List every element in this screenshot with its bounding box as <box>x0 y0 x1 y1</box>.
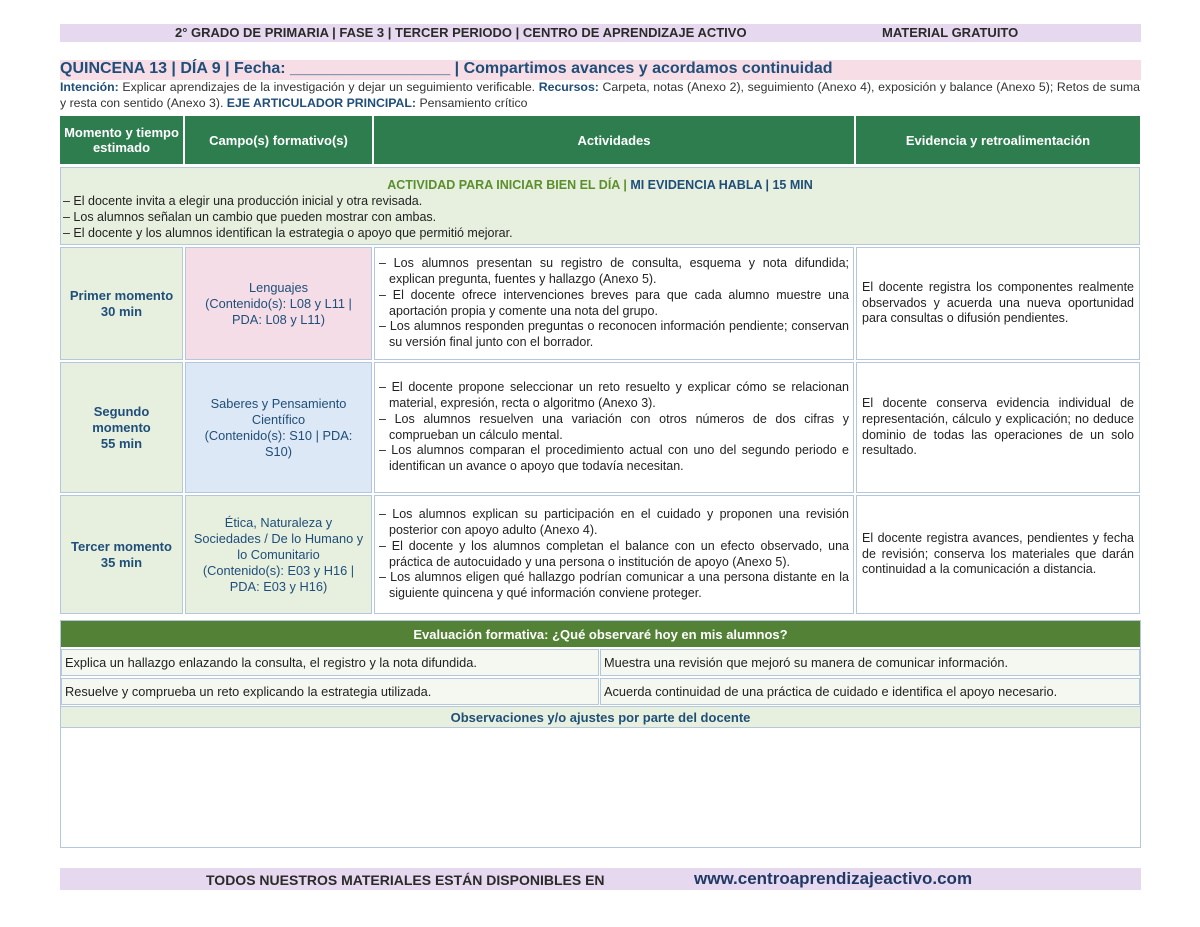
page-title: QUINCENA 13 | DÍA 9 | Fecha: __________________ | Compartimos avances y acordamos continuidad <box>60 60 833 77</box>
evidence-text: El docente conserva evidencia individual de representación, cálculo y explicación; no deduce dominio de todas las operaciones de un solo resultado. <box>862 396 1134 458</box>
free-material-label: MATERIAL GRATUITO <box>882 25 1019 40</box>
activity-item: – Los alumnos presentan su registro de consulta, esquema y nota difundida; explican pregunta, fuentes y hallazgo (Anexo 5). <box>379 256 849 287</box>
evaluation-item: Resuelve y comprueba un reto explicando la estrategia utilizada. <box>61 678 599 705</box>
moment-cell-1: Primer momento 30 min <box>60 247 183 360</box>
start-activity-line: – Los alumnos señalan un cambio que pueden mostrar con ambas. <box>63 210 437 224</box>
activities-cell-1 <box>374 247 854 360</box>
evidence-text: El docente registra avances, pendientes y fecha de revisión; conserva los materiales que darán continuidad a la comunicación a distancia. <box>862 530 1134 577</box>
evidence-cell-1 <box>856 247 1140 360</box>
intention-paragraph <box>60 80 1140 111</box>
axis-label: EJE ARTICULADOR PRINCIPAL: <box>226 95 417 110</box>
activity-item: – Los alumnos comparan el procedimiento actual con uno del segundo periodo e identifican un avance o apoyo que todavía necesitan. <box>379 443 849 473</box>
activity-item: – Los alumnos eligen qué hallazgo podrían comunicar a una persona distante en la siguiente quincena y qué información conviene proteger. <box>379 570 849 600</box>
header-field: Campo(s) formativo(s) <box>185 116 372 164</box>
start-activity-title-blue: MI EVIDENCIA HABLA | 15 MIN <box>626 178 813 192</box>
intention-text: Explicar aprendizajes de la investigación y dejar un seguimiento verificable. <box>118 80 539 94</box>
evaluation-item: Acuerda continuidad de una práctica de cuidado e identifica el apoyo necesario. <box>600 678 1140 705</box>
resources-label: Recursos: <box>538 80 599 94</box>
observations-area[interactable] <box>61 728 1140 847</box>
top-banner <box>60 24 1141 42</box>
footer-banner <box>60 868 1141 890</box>
header-moment: Momento y tiempo estimado <box>60 116 183 164</box>
footer-text: TODOS NUESTROS MATERIALES ESTÁN DISPONIBLES EN <box>206 872 605 888</box>
start-activity-title <box>61 177 1139 193</box>
activities-cell-2 <box>374 362 854 493</box>
header-activities: Actividades <box>374 116 854 164</box>
activity-item: – El docente ofrece intervenciones breves para que cada alumno muestre una aportación propia y comente una nota del grupo. <box>379 287 849 318</box>
start-activity-title-green: ACTIVIDAD PARA INICIAR BIEN EL DÍA | <box>387 178 627 192</box>
field-cell-1: Lenguajes (Contenido(s): L08 y L11 | PDA: L08 y L11) <box>185 247 372 360</box>
intention-label: Intención: <box>60 80 119 94</box>
evaluation-item: Explica un hallazgo enlazando la consulta, el registro y la nota difundida. <box>61 649 599 676</box>
field-cell-3: Ética, Naturaleza y Sociedades / De lo Humano y lo Comunitario (Contenido(s): E03 y H16 | PDA: E03 y H16) <box>185 495 372 614</box>
evidence-text: El docente registra los componentes realmente observados y acuerda una nueva oportunidad para consultas o difusión pendientes. <box>862 279 1134 326</box>
start-activity-line: – El docente y los alumnos identifican la estrategia o apoyo que permitió mejorar. <box>63 226 513 240</box>
header-evidence: Evidencia y retroalimentación <box>856 116 1140 164</box>
axis-text: Pensamiento crítico <box>416 95 528 110</box>
activity-item: – Los alumnos responden preguntas o reconocen información pendiente; conservan su versión final junto con el borrador. <box>379 319 849 349</box>
activity-item: – Los alumnos resuelven una variación con otros números de dos cifras y comprueban un cálculo mental. <box>379 411 849 442</box>
activity-item: – Los alumnos explican su participación en el cuidado y proponen una revisión posterior con apoyo adulto (Anexo 4). <box>379 507 849 538</box>
evidence-cell-3 <box>856 495 1140 614</box>
evidence-cell-2 <box>856 362 1140 493</box>
activity-item: – El docente propone seleccionar un reto resuelto y explicar cómo se relacionan material, expresión, recta o algoritmo (Anexo 3). <box>379 380 849 411</box>
grade-info: 2° GRADO DE PRIMARIA | FASE 3 | TERCER PERIODO | CENTRO DE APRENDIZAJE ACTIVO <box>175 25 747 40</box>
resources-text: Carpeta, notas (Anexo 2), seguimiento (Anexo 4), exposición y balance (Anexo 5); Retos de suma y resta con sentido (Anexo 3). <box>60 80 1141 110</box>
observations-title: Observaciones y/o ajustes por parte del docente <box>61 706 1140 728</box>
evaluation-item: Muestra una revisión que mejoró su manera de comunicar información. <box>600 649 1140 676</box>
evaluation-title: Evaluación formativa: ¿Qué observaré hoy en mis alumnos? <box>61 621 1140 647</box>
activities-cell-3 <box>374 495 854 614</box>
field-cell-2: Saberes y Pensamiento Científico (Contenido(s): S10 | PDA: S10) <box>185 362 372 493</box>
start-activity-line: – El docente invita a elegir una producción inicial y otra revisada. <box>63 194 423 208</box>
moment-cell-3: Tercer momento 35 min <box>60 495 183 614</box>
moment-cell-2: Segundo momento 55 min <box>60 362 183 493</box>
start-activity-row <box>60 167 1140 245</box>
footer-link[interactable]: www.centroaprendizajeactivo.com <box>694 869 973 888</box>
activity-item: – El docente y los alumnos completan el balance con un efecto observado, una práctica de autocuidado y una persona o institución de apoyo (Anexo 5). <box>379 538 849 569</box>
